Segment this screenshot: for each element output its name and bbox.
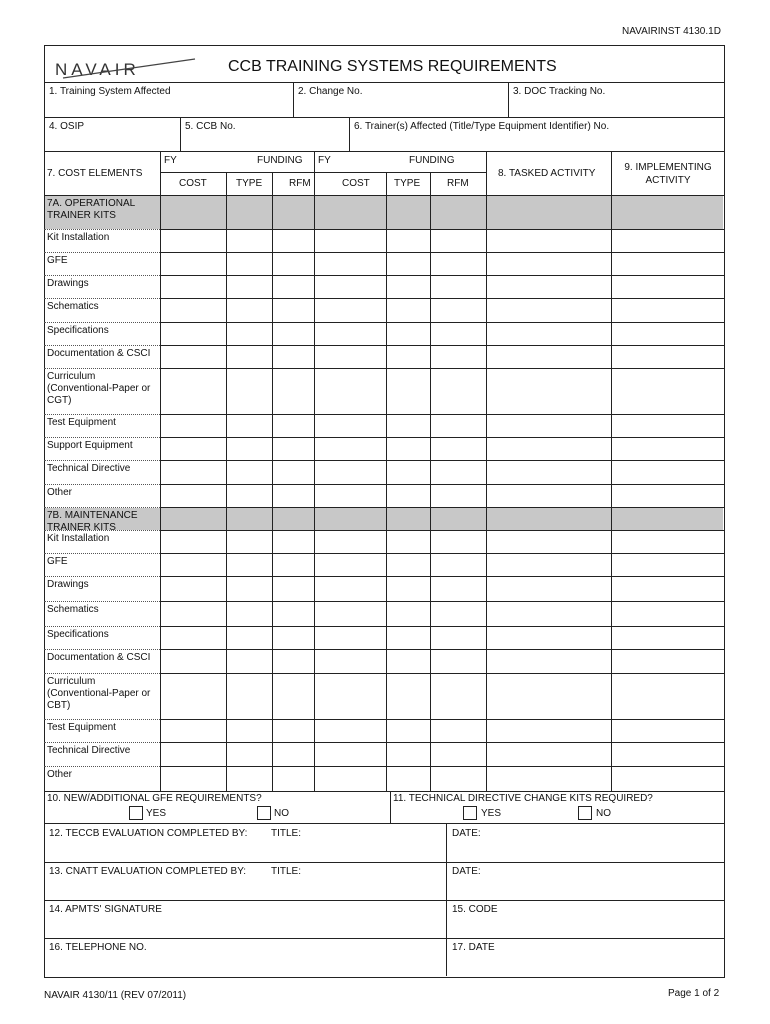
table-cell[interactable]: [487, 531, 610, 552]
table-cell[interactable]: [487, 485, 610, 506]
column-divider: [226, 172, 227, 791]
table-cell[interactable]: [273, 276, 313, 297]
table-cell: [161, 508, 225, 529]
table-cell[interactable]: [431, 531, 485, 552]
td-no-checkbox[interactable]: [578, 806, 592, 820]
table-cell[interactable]: [227, 485, 271, 506]
table-cell: [431, 508, 485, 529]
td-yes-label: YES: [481, 808, 502, 819]
table-cell[interactable]: [273, 743, 313, 765]
divider: [390, 791, 391, 823]
column-divider: [430, 172, 431, 791]
teccb-date-field[interactable]: DATE:: [452, 828, 481, 839]
table-cell[interactable]: [612, 674, 722, 718]
table-cell[interactable]: [161, 743, 225, 765]
table-cell[interactable]: [315, 602, 385, 625]
row-divider: [44, 229, 160, 230]
form-title: CCB TRAINING SYSTEMS REQUIREMENTS: [228, 58, 557, 75]
table-cell[interactable]: [273, 323, 313, 344]
table-cell[interactable]: [612, 720, 722, 741]
table-cell[interactable]: [227, 650, 271, 672]
cost-element-label: GFE: [47, 255, 68, 266]
table-cell[interactable]: [487, 276, 610, 297]
table-cell[interactable]: [161, 346, 225, 367]
divider: [160, 172, 486, 173]
table-cell[interactable]: [431, 415, 485, 436]
logo-wordmark: NAVAIR: [55, 60, 140, 79]
cost-element-label: GFE: [47, 556, 68, 567]
table-cell[interactable]: [273, 577, 313, 600]
table-cell[interactable]: [431, 461, 485, 483]
column-divider: [486, 151, 487, 791]
apmts-signature-field[interactable]: 14. APMTS' SIGNATURE: [49, 904, 162, 915]
table-cell[interactable]: [612, 577, 722, 600]
gfe-yes-label: YES: [146, 808, 167, 819]
table-cell[interactable]: [227, 531, 271, 552]
table-cell: [273, 508, 313, 529]
cost-element-label: Other: [47, 487, 73, 498]
table-cell[interactable]: [612, 415, 722, 436]
table-cell[interactable]: [161, 299, 225, 321]
row-divider: [44, 275, 160, 276]
divider: [44, 791, 724, 792]
table-cell[interactable]: [487, 577, 610, 600]
table-cell[interactable]: [273, 650, 313, 672]
table-cell[interactable]: [387, 299, 429, 321]
table-cell[interactable]: [227, 577, 271, 600]
row-divider: [44, 673, 160, 674]
table-cell[interactable]: [431, 369, 485, 413]
table-cell[interactable]: [387, 438, 429, 459]
table-cell[interactable]: [387, 743, 429, 765]
table-cell[interactable]: [612, 299, 722, 321]
table-cell[interactable]: [273, 531, 313, 552]
table-cell[interactable]: [387, 276, 429, 297]
cost-element-label: Curriculum (Conventional-Paper or CGT): [47, 371, 151, 406]
table-cell[interactable]: [487, 650, 610, 672]
section-label: 7A. OPERATIONAL TRAINER KITS: [47, 198, 135, 221]
telephone-field[interactable]: 16. TELEPHONE NO.: [49, 942, 147, 953]
table-cell[interactable]: [487, 253, 610, 274]
table-cell[interactable]: [487, 602, 610, 625]
divider: [44, 151, 724, 152]
table-cell[interactable]: [315, 415, 385, 436]
table-cell[interactable]: [273, 602, 313, 625]
tasked-activity-header: 8. TASKED ACTIVITY: [498, 168, 596, 179]
table-cell[interactable]: [227, 323, 271, 344]
table-cell[interactable]: [612, 485, 722, 506]
divider: [446, 823, 447, 976]
ccb-no-field[interactable]: 5. CCB No.: [185, 121, 236, 132]
divider: [44, 938, 724, 939]
table-cell[interactable]: [387, 323, 429, 344]
table-cell[interactable]: [487, 415, 610, 436]
table-cell[interactable]: [387, 485, 429, 506]
table-cell[interactable]: [487, 299, 610, 321]
date-17-field[interactable]: 17. DATE: [452, 942, 495, 953]
table-cell[interactable]: [387, 461, 429, 483]
table-cell[interactable]: [273, 461, 313, 483]
cost-element-label: Documentation & CSCI: [47, 652, 151, 663]
table-cell[interactable]: [431, 554, 485, 575]
table-cell[interactable]: [612, 531, 722, 552]
table-cell[interactable]: [431, 674, 485, 718]
table-cell[interactable]: [273, 674, 313, 718]
table-cell[interactable]: [227, 767, 271, 790]
table-cell: [612, 508, 722, 529]
table-cell[interactable]: [161, 650, 225, 672]
table-cell[interactable]: [227, 720, 271, 741]
change-no-field[interactable]: 2. Change No.: [298, 86, 363, 97]
table-cell[interactable]: [273, 720, 313, 741]
table-cell[interactable]: [161, 627, 225, 648]
table-cell[interactable]: [273, 230, 313, 251]
table-cell[interactable]: [161, 253, 225, 274]
row-divider: [44, 576, 160, 577]
table-cell[interactable]: [161, 438, 225, 459]
table-cell: [431, 196, 485, 228]
table-cell[interactable]: [487, 554, 610, 575]
td-change-kits-question: 11. TECHNICAL DIRECTIVE CHANGE KITS REQUIRED?: [393, 793, 653, 804]
table-cell[interactable]: [387, 230, 429, 251]
instruction-reference: NAVAIRINST 4130.1D: [622, 26, 721, 37]
table-cell[interactable]: [431, 720, 485, 741]
table-cell[interactable]: [315, 650, 385, 672]
table-cell[interactable]: [431, 577, 485, 600]
table-cell[interactable]: [612, 230, 722, 251]
table-cell: [227, 508, 271, 529]
table-cell[interactable]: [612, 253, 722, 274]
table-cell[interactable]: [612, 346, 722, 367]
table-cell[interactable]: [315, 554, 385, 575]
table-cell[interactable]: [227, 627, 271, 648]
cost-element-label: Test Equipment: [47, 417, 116, 428]
divider: [44, 82, 724, 83]
rfm-header-1: RFM: [289, 178, 311, 189]
row-divider: [44, 437, 160, 438]
table-cell[interactable]: [487, 674, 610, 718]
funding-header-1: FUNDING: [257, 155, 303, 166]
table-cell[interactable]: [227, 230, 271, 251]
table-cell[interactable]: [431, 230, 485, 251]
divider: [44, 823, 724, 824]
table-cell[interactable]: [487, 230, 610, 251]
table-cell[interactable]: [612, 627, 722, 648]
row-divider: [44, 484, 160, 485]
table-cell[interactable]: [315, 767, 385, 790]
table-cell[interactable]: [431, 346, 485, 367]
table-cell: [315, 196, 385, 228]
divider: [44, 117, 724, 118]
table-cell[interactable]: [387, 767, 429, 790]
cost-element-label: Schematics: [47, 604, 99, 615]
table-cell[interactable]: [161, 720, 225, 741]
table-cell[interactable]: [387, 577, 429, 600]
table-cell[interactable]: [487, 438, 610, 459]
doc-tracking-field[interactable]: 3. DOC Tracking No.: [513, 86, 606, 97]
table-cell[interactable]: [227, 461, 271, 483]
cost-element-label: Other: [47, 769, 73, 780]
table-cell[interactable]: [161, 276, 225, 297]
row-divider: [44, 719, 160, 720]
gfe-requirements-question: 10. NEW/ADDITIONAL GFE REQUIREMENTS?: [47, 793, 262, 804]
table-cell[interactable]: [273, 253, 313, 274]
table-cell[interactable]: [487, 767, 610, 790]
row-divider: [44, 252, 160, 253]
row-divider: [44, 626, 160, 627]
cost-element-label: Test Equipment: [47, 722, 116, 733]
table-cell[interactable]: [161, 323, 225, 344]
divider: [44, 900, 724, 901]
table-cell[interactable]: [273, 369, 313, 413]
table-cell[interactable]: [315, 674, 385, 718]
funding-header-2: FUNDING: [409, 155, 455, 166]
row-divider: [44, 553, 160, 554]
table-cell[interactable]: [161, 554, 225, 575]
row-divider: [44, 766, 160, 767]
fy-header-1: FY: [164, 155, 177, 166]
table-cell[interactable]: [612, 554, 722, 575]
table-cell[interactable]: [315, 253, 385, 274]
teccb-evaluation-field[interactable]: 12. TECCB EVALUATION COMPLETED BY:: [49, 828, 248, 839]
table-cell[interactable]: [431, 650, 485, 672]
row-divider: [44, 322, 160, 323]
cost-element-label: Curriculum (Conventional-Paper or CBT): [47, 676, 151, 711]
table-cell[interactable]: [431, 767, 485, 790]
table-cell[interactable]: [431, 438, 485, 459]
table-cell[interactable]: [431, 485, 485, 506]
row-divider: [44, 414, 160, 415]
table-cell[interactable]: [161, 369, 225, 413]
cost-element-label: Schematics: [47, 301, 99, 312]
column-divider: [272, 172, 273, 791]
table-cell[interactable]: [387, 627, 429, 648]
table-cell[interactable]: [431, 602, 485, 625]
table-cell[interactable]: [612, 650, 722, 672]
divider: [44, 862, 724, 863]
table-cell[interactable]: [431, 323, 485, 344]
row-divider: [44, 345, 160, 346]
table-cell[interactable]: [315, 369, 385, 413]
cnatt-title-field[interactable]: TITLE:: [271, 866, 302, 877]
table-cell[interactable]: [387, 650, 429, 672]
table-cell[interactable]: [315, 346, 385, 367]
table-cell[interactable]: [227, 299, 271, 321]
table-cell[interactable]: [487, 627, 610, 648]
column-divider: [611, 151, 612, 791]
table-cell[interactable]: [315, 323, 385, 344]
row-divider: [44, 530, 160, 531]
table-cell[interactable]: [227, 438, 271, 459]
type-header-1: TYPE: [236, 178, 263, 189]
table-cell[interactable]: [612, 276, 722, 297]
table-cell[interactable]: [273, 415, 313, 436]
table-cell[interactable]: [161, 577, 225, 600]
table-cell[interactable]: [161, 461, 225, 483]
divider: [508, 82, 509, 117]
table-cell[interactable]: [161, 485, 225, 506]
table-cell: [227, 196, 271, 228]
table-cell[interactable]: [387, 346, 429, 367]
table-cell[interactable]: [273, 438, 313, 459]
cost-header-2: COST: [342, 178, 370, 189]
table-cell[interactable]: [161, 415, 225, 436]
cnatt-date-field[interactable]: DATE:: [452, 866, 481, 877]
table-cell: [487, 508, 610, 529]
table-cell[interactable]: [487, 346, 610, 367]
table-cell[interactable]: [315, 461, 385, 483]
table-cell[interactable]: [431, 627, 485, 648]
page-number: Page 1 of 2: [668, 988, 720, 999]
table-cell[interactable]: [387, 602, 429, 625]
divider: [180, 117, 181, 151]
table-cell[interactable]: [315, 627, 385, 648]
row-divider: [44, 649, 160, 650]
logo-wing-icon: [55, 57, 200, 81]
table-cell[interactable]: [315, 276, 385, 297]
table-cell[interactable]: [315, 438, 385, 459]
table-cell[interactable]: [315, 720, 385, 741]
fy-header-2: FY: [318, 155, 331, 166]
table-cell[interactable]: [612, 602, 722, 625]
table-cell: [387, 196, 429, 228]
table-cell[interactable]: [227, 415, 271, 436]
table-cell[interactable]: [612, 438, 722, 459]
table-cell[interactable]: [387, 554, 429, 575]
teccb-title-field[interactable]: TITLE:: [271, 828, 302, 839]
cost-elements-header: 7. COST ELEMENTS: [47, 168, 143, 179]
table-cell[interactable]: [273, 346, 313, 367]
table-cell[interactable]: [387, 674, 429, 718]
divider: [349, 117, 350, 151]
table-cell[interactable]: [273, 767, 313, 790]
cost-header-1: COST: [179, 178, 207, 189]
table-cell[interactable]: [273, 485, 313, 506]
table-cell: [315, 508, 385, 529]
form-number: NAVAIR 4130/11 (REV 07/2011): [44, 990, 187, 1001]
table-cell[interactable]: [227, 602, 271, 625]
table-cell[interactable]: [161, 767, 225, 790]
table-cell[interactable]: [612, 323, 722, 344]
navair-logo: [55, 57, 200, 81]
cost-element-label: Kit Installation: [47, 232, 110, 243]
training-system-field[interactable]: 1. Training System Affected: [49, 86, 171, 97]
table-cell[interactable]: [227, 674, 271, 718]
gfe-no-label: NO: [274, 808, 289, 819]
cost-element-label: Technical Directive: [47, 745, 131, 756]
table-cell[interactable]: [487, 720, 610, 741]
table-cell[interactable]: [387, 531, 429, 552]
table-cell[interactable]: [387, 253, 429, 274]
table-cell[interactable]: [612, 743, 722, 765]
table-cell[interactable]: [431, 276, 485, 297]
cost-element-label: Drawings: [47, 579, 89, 590]
table-cell[interactable]: [315, 485, 385, 506]
cost-element-label: Specifications: [47, 629, 109, 640]
table-cell[interactable]: [315, 743, 385, 765]
row-divider: [44, 742, 160, 743]
cost-element-label: Technical Directive: [47, 463, 131, 474]
column-divider: [386, 172, 387, 791]
table-cell[interactable]: [487, 743, 610, 765]
table-cell: [161, 196, 225, 228]
table-cell[interactable]: [387, 415, 429, 436]
section-label: 7B. MAINTENANCE TRAINER KITS: [47, 510, 138, 533]
row-divider: [44, 601, 160, 602]
table-cell[interactable]: [387, 720, 429, 741]
column-divider: [314, 151, 315, 791]
table-cell: [387, 508, 429, 529]
rfm-header-2: RFM: [447, 178, 469, 189]
table-cell[interactable]: [227, 743, 271, 765]
trainers-affected-field[interactable]: 6. Trainer(s) Affected (Title/Type Equipment Identifier) No.: [354, 121, 610, 132]
cnatt-evaluation-field[interactable]: 13. CNATT EVALUATION COMPLETED BY:: [49, 866, 247, 877]
td-yes-checkbox[interactable]: [463, 806, 477, 820]
type-header-2: TYPE: [394, 178, 421, 189]
table-cell[interactable]: [273, 299, 313, 321]
td-no-label: NO: [596, 808, 611, 819]
table-cell[interactable]: [387, 369, 429, 413]
table-cell[interactable]: [227, 253, 271, 274]
table-cell[interactable]: [315, 531, 385, 552]
table-cell[interactable]: [431, 253, 485, 274]
table-cell[interactable]: [227, 346, 271, 367]
row-divider: [44, 368, 160, 369]
table-cell: [612, 196, 722, 228]
table-cell[interactable]: [273, 554, 313, 575]
cost-element-label: Support Equipment: [47, 440, 133, 451]
cost-element-label: Specifications: [47, 325, 109, 336]
table-cell[interactable]: [431, 299, 485, 321]
table-cell[interactable]: [161, 531, 225, 552]
cost-element-label: Drawings: [47, 278, 89, 289]
row-divider: [44, 460, 160, 461]
table-cell[interactable]: [612, 369, 722, 413]
table-cell[interactable]: [161, 602, 225, 625]
table-cell[interactable]: [315, 577, 385, 600]
implementing-activity-header: 9. IMPLEMENTING ACTIVITY: [624, 162, 712, 186]
table-cell[interactable]: [431, 743, 485, 765]
gfe-yes-checkbox[interactable]: [129, 806, 143, 820]
table-cell[interactable]: [487, 323, 610, 344]
table-cell[interactable]: [487, 461, 610, 483]
table-cell[interactable]: [273, 627, 313, 648]
row-divider: [44, 298, 160, 299]
table-cell[interactable]: [227, 554, 271, 575]
table-cell[interactable]: [227, 276, 271, 297]
column-divider: [160, 151, 161, 791]
table-cell[interactable]: [227, 369, 271, 413]
divider: [293, 82, 294, 117]
table-cell[interactable]: [612, 767, 722, 790]
code-field[interactable]: 15. CODE: [452, 904, 498, 915]
table-cell[interactable]: [315, 230, 385, 251]
gfe-no-checkbox[interactable]: [257, 806, 271, 820]
table-cell[interactable]: [315, 299, 385, 321]
table-cell[interactable]: [161, 230, 225, 251]
table-cell: [487, 196, 610, 228]
table-cell[interactable]: [487, 369, 610, 413]
cost-element-label: Documentation & CSCI: [47, 348, 151, 359]
table-cell[interactable]: [161, 674, 225, 718]
table-cell: [273, 196, 313, 228]
cost-element-label: Kit Installation: [47, 533, 110, 544]
osip-field[interactable]: 4. OSIP: [49, 121, 85, 132]
table-cell[interactable]: [612, 461, 722, 483]
